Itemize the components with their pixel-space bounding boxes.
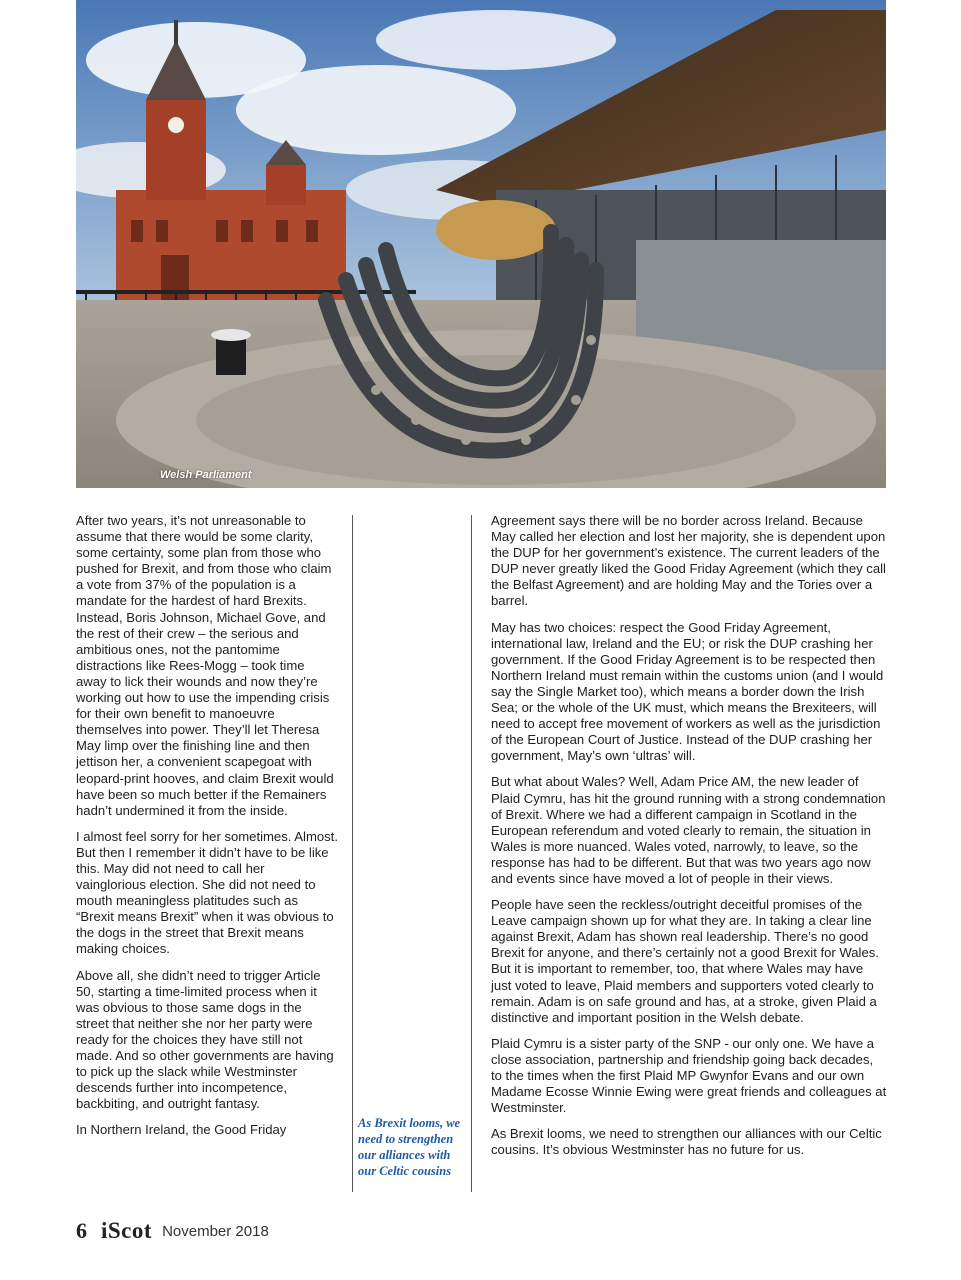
welsh-parliament-photo <box>76 0 886 488</box>
paragraph: After two years, it’s not unreasonable to assume that there would be some clarity, some certainty, some plan from those who pushed for Brexit, and from those who claim a vote from 37% of the population is a mandate for the hardest of hard Brexits. Instead, Boris Johnson, Michael Gove, and the rest of their crew – the serious and ambitious ones, not the pantomime distractions like Rees-Mogg – took time away to lick their wounds and now they’re working out how to use the impending crisis for their own benefit to manoeuvre themselves into power. They’ll let Theresa May limp over the finishing line and then jettison her, a convenient scapegoat with leopard-print hooves, and claim Brexit would have been so much better if the Remainers hadn’t undermined it from the inside. <box>76 513 334 818</box>
paragraph: May has two choices: respect the Good Friday Agreement, international law, Ireland and the EU; or risk the DUP crashing her government. If the Good Friday Agreement is to be respected then Northern Ireland must remain within the customs union (and I would say the Single Market too), which means a border down the Irish Sea; or the whole of the UK must, which means the Brexiteers, will need to accept free movement of workers as well as the jurisdiction of the European Court of Justice. Instead of the DUP crashing her government, May’s own ‘ultras’ will. <box>491 619 884 764</box>
photo-caption: Welsh Parliament <box>160 469 252 481</box>
paragraph: Plaid Cymru is a sister party of the SNP - our only one. We have a close association, partnership and friendship going back decades, to the times when the first Plaid MP Gwynfor Evans and our own Madame Ecosse Winnie Ewing were great friends and colleagues at Westminster. <box>491 1035 887 1116</box>
paragraph: Agreement says there will be no border across Ireland. Because May called her election and lost her majority, she is dependent upon the DUP for her government’s existence. The current leaders of the DUP never greatly liked the Good Friday Agreement (which they call the Belfast Agreement) and are holding May and the Tories over a barrel. <box>491 513 886 609</box>
paragraph: People have seen the reckless/outright deceitful promises of the Leave campaign shown up for what they are. In taking a clear line against Brexit, Adam has shown real leadership. There’s no good Brexit for anyone, and there’s certainly not a good Brexit for Wales. But it is important to remember, too, that where Wales may have just voted to leave, Plaid members and supporters voted clearly to remain. Adam is on safe ground and has, at a stroke, given Plaid a distinctive and important position in the Welsh debate. <box>491 897 879 1025</box>
paragraph: But what about Wales? Well, Adam Price AM, the new leader of Plaid Cymru, has hit the ground running with a strong condemnation of Brexit. Where we had a different campaign in Scotland in the European referendum and voted clearly to remain, the situation in Wales is more nuanced. Wales voted, narrowly, to leave, so the response has had to be different. But that was two years ago now and events since have moved a lot of people in their views. <box>491 774 886 886</box>
column-divider-right <box>471 515 472 1192</box>
pull-quote: As Brexit looms, we need to strengthen our alliances with our Celtic cousins <box>358 1116 461 1178</box>
page-footer <box>76 1214 269 1248</box>
iscot-logo: iScot <box>101 1218 153 1243</box>
paragraph: I almost feel sorry for her sometimes. Almost. But then I remember it didn’t have to be like this. May did not need to call her vainglorious election. She did not need to mouth meaningless platitudes such as “Brexit means Brexit” when it was obvious to the dogs in the street that Brexit means making choices. <box>76 828 338 957</box>
header-photo <box>76 0 886 488</box>
paragraph: As Brexit looms, we need to strengthen our alliances with our Celtic cousins. It’s obvious Westminster has no future for us. <box>491 1126 882 1158</box>
issue-date: November 2018 <box>162 1222 269 1240</box>
article-left-column <box>76 513 338 1148</box>
article-right-column <box>491 513 887 1168</box>
column-divider-left <box>352 515 353 1192</box>
page-number: 6 <box>76 1218 87 1243</box>
paragraph: Above all, she didn’t need to trigger Article 50, starting a time-limited process when it was obvious to those same dogs in the street that neither she nor her party were ready for the choices they have still not made. And so other governments are having to pick up the slack while Westminster descends further into incompetence, backbiting, and outright fantasy. <box>76 967 334 1112</box>
paragraph: In Northern Ireland, the Good Friday <box>76 1122 287 1138</box>
